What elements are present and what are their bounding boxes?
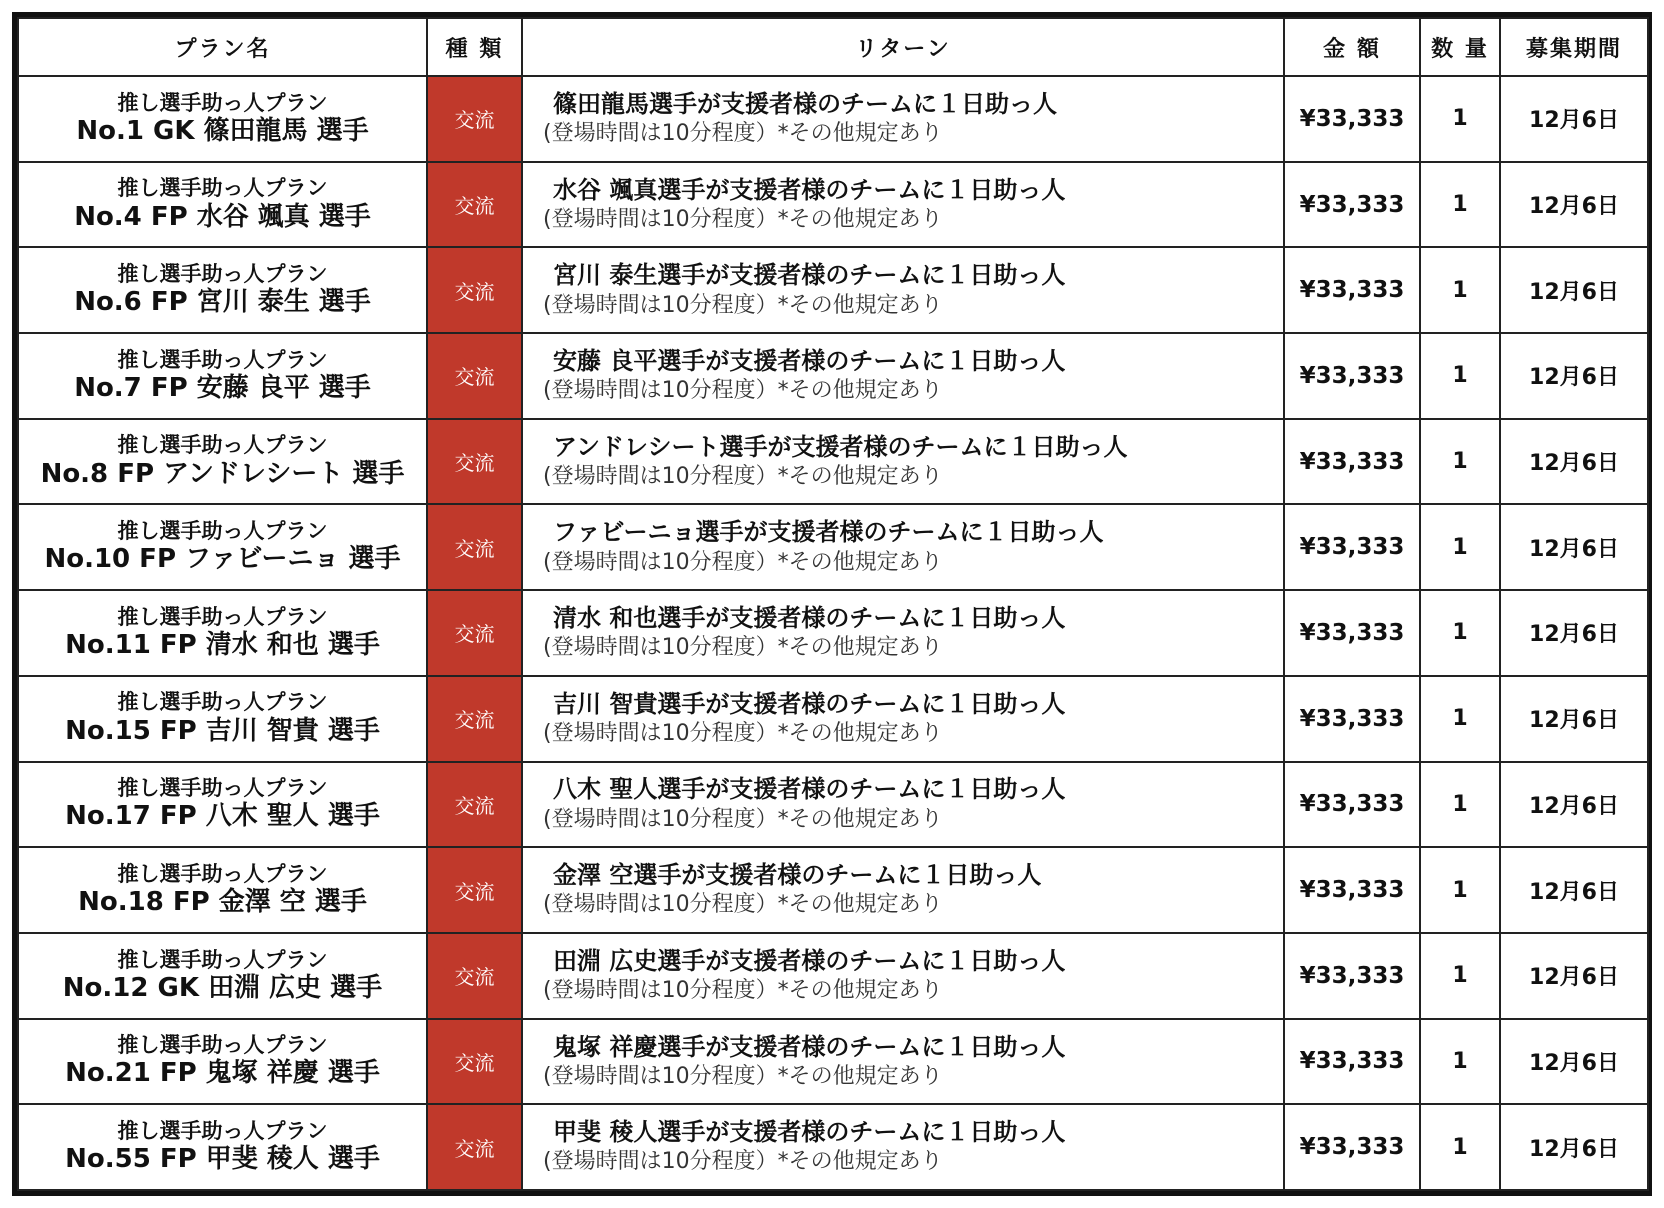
return-cell [522,76,1284,162]
plan-name: No.10 FP ファビーニョ 選手 [44,544,401,575]
table-body [18,76,1648,1190]
plan-prefix: 推し選手助っ人プラン [117,262,328,287]
table-row [18,933,1648,1019]
header-plan-name: プラン名 [18,18,427,76]
header-type: 種 類 [427,18,522,76]
period-cell: 12月6日 [1500,162,1648,248]
return-description: 鬼塚 祥慶選手が支援者様のチームに１日助っ人 [553,1032,1066,1061]
return-cell [522,419,1284,505]
quantity-cell: 1 [1420,419,1500,505]
table-row [18,333,1648,419]
return-description: 安藤 良平選手が支援者様のチームに１日助っ人 [553,347,1066,376]
return-cell [522,933,1284,1019]
table-row [18,247,1648,333]
period-cell: 12月6日 [1500,504,1648,590]
table-row [18,419,1648,505]
period-cell: 12月6日 [1500,333,1648,419]
return-cell [522,676,1284,762]
table-row [18,162,1648,248]
quantity-cell: 1 [1420,1104,1500,1190]
plan-prefix: 推し選手助っ人プラン [117,776,328,801]
plan-name: No.17 FP 八木 聖人 選手 [65,801,380,832]
period-cell: 12月6日 [1500,762,1648,848]
type-badge: 交流 [427,76,522,162]
return-note: (登場時間は10分程度）*その他規定あり [543,549,943,575]
return-description: 八木 聖人選手が支援者様のチームに１日助っ人 [553,775,1066,804]
plan-name: No.21 FP 鬼塚 祥慶 選手 [65,1058,380,1089]
quantity-cell: 1 [1420,162,1500,248]
plan-cell [18,762,427,848]
table-row [18,504,1648,590]
plan-cell [18,76,427,162]
quantity-cell: 1 [1420,933,1500,1019]
return-description: 田淵 広史選手が支援者様のチームに１日助っ人 [553,946,1066,975]
price-cell: ¥33,333 [1284,933,1420,1019]
period-cell: 12月6日 [1500,847,1648,933]
plan-name: No.15 FP 吉川 智貴 選手 [65,715,380,746]
price-cell: ¥33,333 [1284,847,1420,933]
type-badge: 交流 [427,762,522,848]
price-cell: ¥33,333 [1284,76,1420,162]
return-description: 宮川 泰生選手が支援者様のチームに１日助っ人 [553,261,1066,290]
period-cell: 12月6日 [1500,933,1648,1019]
return-note: (登場時間は10分程度）*その他規定あり [543,292,943,318]
quantity-cell: 1 [1420,504,1500,590]
plan-prefix: 推し選手助っ人プラン [117,519,328,544]
quantity-cell: 1 [1420,247,1500,333]
return-cell [522,504,1284,590]
price-cell: ¥33,333 [1284,590,1420,676]
plan-cell [18,162,427,248]
plan-cell [18,333,427,419]
plan-prefix: 推し選手助っ人プラン [117,861,328,886]
return-note: (登場時間は10分程度）*その他規定あり [543,806,943,832]
return-description: 水谷 颯真選手が支援者様のチームに１日助っ人 [553,175,1066,204]
return-cell [522,847,1284,933]
return-description: 金澤 空選手が支援者様のチームに１日助っ人 [553,861,1042,890]
plan-cell [18,504,427,590]
plan-prefix: 推し選手助っ人プラン [117,176,328,201]
return-description: アンドレシート選手が支援者様のチームに１日助っ人 [553,432,1128,461]
period-cell: 12月6日 [1500,76,1648,162]
quantity-cell: 1 [1420,76,1500,162]
type-badge: 交流 [427,847,522,933]
return-cell [522,1104,1284,1190]
plan-cell [18,1104,427,1190]
plans-table-container [12,12,1652,1196]
return-description: 篠田龍馬選手が支援者様のチームに１日助っ人 [553,89,1057,118]
return-note: (登場時間は10分程度）*その他規定あり [543,978,943,1004]
type-badge: 交流 [427,1019,522,1105]
header-period: 募集期間 [1500,18,1648,76]
return-note: (登場時間は10分程度）*その他規定あり [543,892,943,918]
price-cell: ¥33,333 [1284,247,1420,333]
quantity-cell: 1 [1420,1019,1500,1105]
quantity-cell: 1 [1420,847,1500,933]
plan-prefix: 推し選手助っ人プラン [117,947,328,972]
return-note: (登場時間は10分程度）*その他規定あり [543,1063,943,1089]
return-note: (登場時間は10分程度）*その他規定あり [543,378,943,404]
header-price: 金 額 [1284,18,1420,76]
return-note: (登場時間は10分程度）*その他規定あり [543,635,943,661]
return-note: (登場時間は10分程度）*その他規定あり [543,463,943,489]
type-badge: 交流 [427,676,522,762]
plan-name: No.4 FP 水谷 颯真 選手 [74,201,371,232]
return-note: (登場時間は10分程度）*その他規定あり [543,720,943,746]
quantity-cell: 1 [1420,676,1500,762]
price-cell: ¥33,333 [1284,1019,1420,1105]
plan-name: No.18 FP 金澤 空 選手 [78,887,367,918]
plan-prefix: 推し選手助っ人プラン [117,690,328,715]
table-row [18,1104,1648,1190]
period-cell: 12月6日 [1500,247,1648,333]
quantity-cell: 1 [1420,762,1500,848]
table-row [18,590,1648,676]
plan-cell [18,419,427,505]
table-row [18,76,1648,162]
price-cell: ¥33,333 [1284,676,1420,762]
period-cell: 12月6日 [1500,676,1648,762]
plan-cell [18,676,427,762]
plan-name: No.12 GK 田淵 広史 選手 [62,972,383,1003]
plan-cell [18,933,427,1019]
period-cell: 12月6日 [1500,590,1648,676]
quantity-cell: 1 [1420,333,1500,419]
plan-prefix: 推し選手助っ人プラン [117,604,328,629]
plan-name: No.11 FP 清水 和也 選手 [65,629,380,660]
type-badge: 交流 [427,419,522,505]
return-cell [522,590,1284,676]
return-cell [522,762,1284,848]
price-cell: ¥33,333 [1284,504,1420,590]
plan-name: No.7 FP 安藤 良平 選手 [74,372,371,403]
plan-prefix: 推し選手助っ人プラン [117,90,328,115]
price-cell: ¥33,333 [1284,333,1420,419]
price-cell: ¥33,333 [1284,419,1420,505]
price-cell: ¥33,333 [1284,162,1420,248]
quantity-cell: 1 [1420,590,1500,676]
type-badge: 交流 [427,333,522,419]
return-description: 甲斐 稜人選手が支援者様のチームに１日助っ人 [553,1118,1066,1147]
price-cell: ¥33,333 [1284,762,1420,848]
type-badge: 交流 [427,590,522,676]
table-row [18,762,1648,848]
plan-name: No.8 FP アンドレシート 選手 [40,458,405,489]
plan-prefix: 推し選手助っ人プラン [117,1033,328,1058]
period-cell: 12月6日 [1500,1019,1648,1105]
plan-name: No.55 FP 甲斐 稜人 選手 [65,1144,380,1175]
return-note: (登場時間は10分程度）*その他規定あり [543,121,943,147]
plan-cell [18,590,427,676]
return-description: ファビーニョ選手が支援者様のチームに１日助っ人 [553,518,1104,547]
plans-table [17,17,1649,1191]
table-row [18,847,1648,933]
return-note: (登場時間は10分程度）*その他規定あり [543,1149,943,1175]
header-row [18,18,1648,76]
plan-cell [18,847,427,933]
return-description: 清水 和也選手が支援者様のチームに１日助っ人 [553,604,1066,633]
table-header [18,18,1648,76]
type-badge: 交流 [427,1104,522,1190]
return-cell [522,247,1284,333]
header-quantity: 数 量 [1420,18,1500,76]
plan-cell [18,247,427,333]
header-return: リターン [522,18,1284,76]
plan-prefix: 推し選手助っ人プラン [117,347,328,372]
return-description: 吉川 智貴選手が支援者様のチームに１日助っ人 [553,689,1066,718]
return-cell [522,333,1284,419]
return-note: (登場時間は10分程度）*その他規定あり [543,206,943,232]
table-row [18,1019,1648,1105]
period-cell: 12月6日 [1500,1104,1648,1190]
table-row [18,676,1648,762]
plan-prefix: 推し選手助っ人プラン [117,1118,328,1143]
type-badge: 交流 [427,247,522,333]
price-cell: ¥33,333 [1284,1104,1420,1190]
return-cell [522,162,1284,248]
plan-cell [18,1019,427,1105]
plan-prefix: 推し選手助っ人プラン [117,433,328,458]
return-cell [522,1019,1284,1105]
type-badge: 交流 [427,933,522,1019]
period-cell: 12月6日 [1500,419,1648,505]
plan-name: No.6 FP 宮川 泰生 選手 [74,287,371,318]
type-badge: 交流 [427,504,522,590]
plan-name: No.1 GK 篠田龍馬 選手 [76,115,369,146]
type-badge: 交流 [427,162,522,248]
